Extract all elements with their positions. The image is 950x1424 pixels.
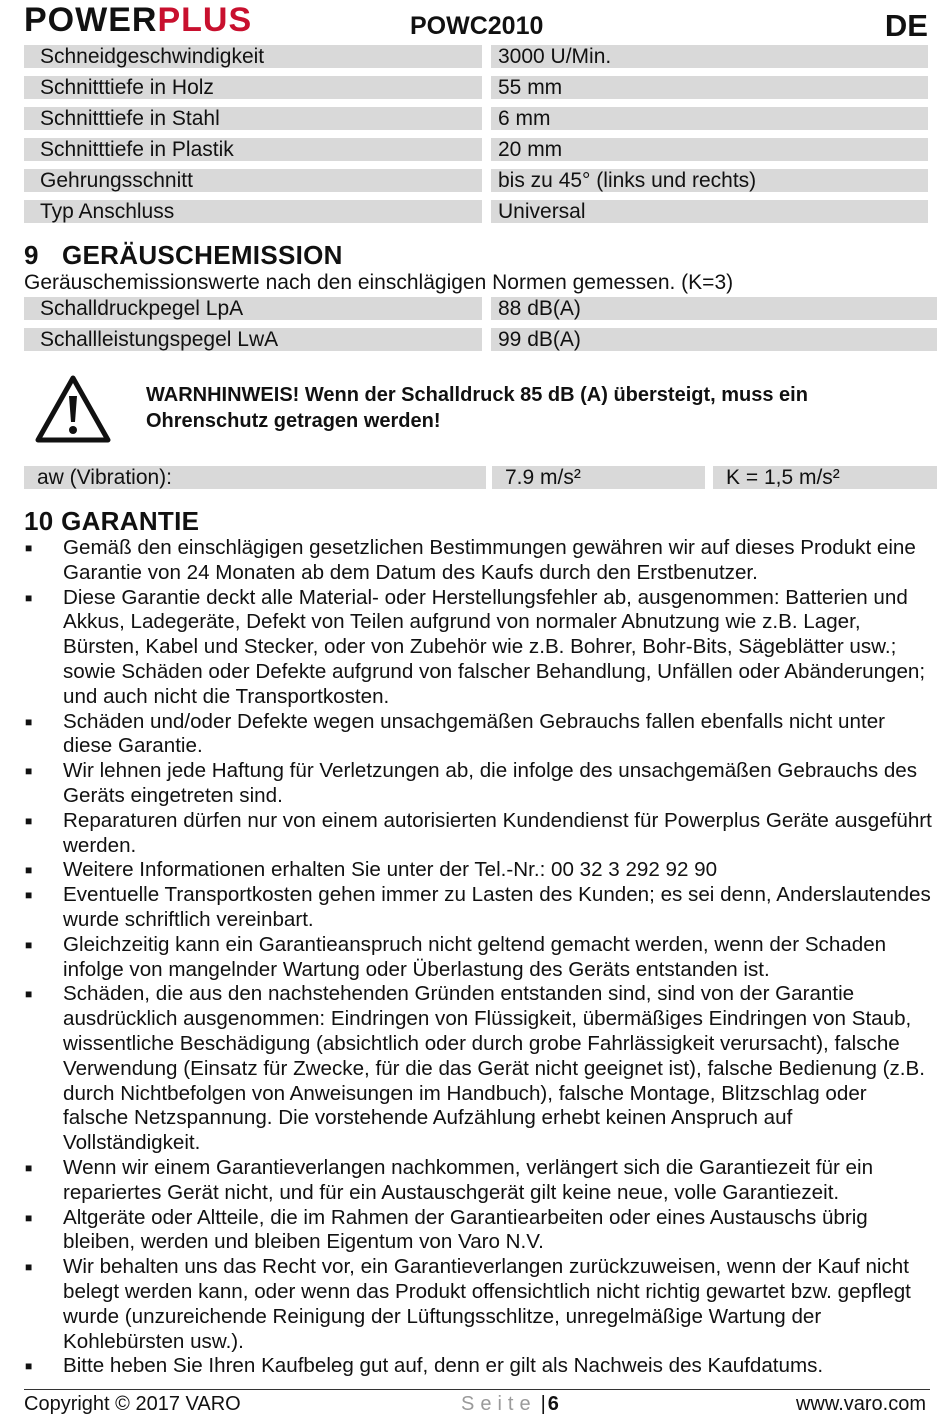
list-item <box>24 858 934 883</box>
spec-row <box>24 76 928 99</box>
noise-row <box>24 328 928 351</box>
noise-row <box>24 297 928 320</box>
spec-value: 3000 U/Min. <box>491 45 928 68</box>
bullet-icon: ■ <box>25 590 33 605</box>
bullet-icon: ■ <box>25 813 33 828</box>
list-item-text: Gemäß den einschlägigen gesetzlichen Bestimmungen gewähren wir auf dieses Produkt eine Garantie von 24 Monaten ab dem Datum des Kaufs durch den Erstbenutzer. <box>63 536 916 584</box>
warning-triangle-icon <box>34 374 112 444</box>
page-separator: | <box>540 1393 546 1415</box>
logo-part-plus: PLUS <box>157 1 253 39</box>
list-item <box>24 536 934 586</box>
page-indicator <box>461 1393 559 1416</box>
bullet-icon: ■ <box>25 1210 33 1225</box>
list-item <box>24 1206 934 1256</box>
vibration-label: aw (Vibration): <box>24 466 486 489</box>
brand-logo <box>24 2 252 38</box>
spec-label: Schneidgeschwindigkeit <box>24 45 482 68</box>
list-item-text: Weitere Informationen erhalten Sie unter der Tel.-Nr.: 00 32 3 292 92 90 <box>63 858 718 882</box>
spec-value: 6 mm <box>491 107 928 130</box>
spec-value: 55 mm <box>491 76 928 99</box>
list-item-text: Wenn wir einem Garantieverlangen nachkommen, verlängert sich die Garantiezeit für ein repariertes Gerät nicht, und für ein Austauschgerät gilt keine neue, volle Garantiezeit. <box>63 1155 874 1204</box>
vibration-row <box>24 466 937 489</box>
vibration-value: 7.9 m/s² <box>492 466 705 489</box>
page-label: Seite <box>461 1393 537 1415</box>
spec-label: Schnitttiefe in Holz <box>24 76 482 99</box>
list-item <box>24 759 934 809</box>
warning-line: WARNHINWEIS! Wenn der Schalldruck 85 dB (A) übersteigt, muss ein <box>146 384 808 406</box>
spec-value: Universal <box>491 200 928 223</box>
noise-label: Schallleistungspegel LwA <box>24 328 482 351</box>
bullet-icon: ■ <box>25 1160 33 1175</box>
logo-part-power: POWER <box>24 1 158 39</box>
bullet-icon: ■ <box>25 888 33 903</box>
spec-label: Typ Anschluss <box>24 200 482 223</box>
page-number: 6 <box>547 1393 559 1415</box>
list-item <box>24 982 934 1156</box>
website-url: www.varo.com <box>795 1393 926 1415</box>
list-item <box>24 933 934 983</box>
copyright: Copyright © 2017 VARO <box>24 1393 241 1415</box>
section-heading-noise <box>24 240 343 271</box>
list-item-text: Wir behalten uns das Recht vor, ein Garantieverlangen zurückzuweisen, wenn der Kauf nicht belegt werden kann, oder wenn das Produkt offensichtlich nicht richtig gewartet bzw. gepflegt wurde (unzureichende Reinigung der Lüftungsschlitze, unregelmäßige Wartung der Kohlebürsten usw.). <box>63 1255 911 1353</box>
section-heading-warranty <box>24 506 199 537</box>
list-item <box>24 1156 934 1206</box>
spec-row <box>24 169 928 192</box>
spec-value: bis zu 45° (links und rechts) <box>491 169 928 192</box>
vibration-k: K = 1,5 m/s² <box>713 466 937 489</box>
list-item <box>24 1255 934 1354</box>
list-item <box>24 586 934 710</box>
noise-value: 88 dB(A) <box>491 297 937 320</box>
bullet-icon: ■ <box>25 541 33 555</box>
section-title: GARANTIE <box>61 506 200 536</box>
model-number: POWC2010 <box>410 12 544 40</box>
spec-row <box>24 45 928 68</box>
list-item-text: Reparaturen dürfen nur von einem autorisierten Kundendienst für Powerplus Geräte ausgeführt werden. <box>63 808 932 857</box>
bullet-icon: ■ <box>25 987 33 1002</box>
warning-text <box>146 382 906 434</box>
section-title: GERÄUSCHEMISSION <box>62 240 343 270</box>
list-item-text: Gleichzeitig kann ein Garantieanspruch nicht geltend gemacht werden, wenn der Schaden infolge von mangelnder Wartung oder Überlastung des Geräts entstanden ist. <box>63 932 887 981</box>
bullet-icon: ■ <box>25 1359 33 1374</box>
spec-label: Gehrungsschnitt <box>24 169 482 192</box>
warning-line: Ohrenschutz getragen werden! <box>146 410 441 432</box>
page-header <box>24 0 928 42</box>
spec-value: 20 mm <box>491 138 928 161</box>
list-item-text: Schäden, die aus den nachstehenden Gründen entstanden sind, sind von der Garantie ausdrücklich ausgenommen: Eindringen von Flüssigkeit, übermäßiges Eindringen von Staub, wissentliche Beschädigung (absichtlich oder durch grobe Fahrlässigkeit verursacht), falsche Verwendung (Einsatz für Zwecke, für die das Gerät nicht geeignet ist), falsche Bedienung (z.B. durch Nichtbefolgen von Anweisungen im Handbuch), falsche Montage, Blitzschlag oder falsche Netzspannung. Die vorstehende Aufzählung erhebt keinen Anspruch auf Vollständigkeit. <box>63 982 925 1155</box>
warranty-list <box>24 536 934 1379</box>
bullet-icon: ■ <box>25 714 33 729</box>
bullet-icon: ■ <box>25 1260 33 1275</box>
list-item-text: Diese Garantie deckt alle Material- oder Herstellungsfehler ab, ausgenommen: Batterien und Akkus, Ladegeräte, Defekt von Teilen aufgrund von normaler Abnutzung wie z.B. Lager, Bürsten, Kabel und Stecker, oder von Zubehör wie z.B. Bohrer, Bohr-Bits, Sägeblätter usw.; sowie Schäden oder Defekte aufgrund von falscher Behandlung, Unfällen oder Abänderungen; und auch nicht die Transportkosten. <box>63 585 926 708</box>
list-item-text: Wir lehnen jede Haftung für Verletzungen ab, die infolge des unsachgemäßen Gebrauchs des Geräts eingetreten sind. <box>63 759 918 807</box>
spec-label: Schnitttiefe in Stahl <box>24 107 482 130</box>
section-number: 9 <box>24 240 39 270</box>
spec-row <box>24 107 928 130</box>
list-item-text: Eventuelle Transportkosten gehen immer zu Lasten des Kunden; es sei denn, Anderslautendes wurde schriftlich vereinbart. <box>63 883 931 931</box>
list-item <box>24 883 934 933</box>
list-item <box>24 809 934 859</box>
list-item-text: Altgeräte oder Altteile, die im Rahmen der Garantiearbeiten oder eines Austauschs übrig bleiben, werden und bleiben Eigentum von Varo N.V. <box>63 1205 868 1254</box>
section-number: 10 <box>24 506 54 536</box>
language-code: DE <box>884 8 928 43</box>
noise-value: 99 dB(A) <box>491 328 937 351</box>
list-item-text: Bitte heben Sie Ihren Kaufbeleg gut auf, denn er gilt als Nachweis des Kaufdatums. <box>63 1354 824 1378</box>
footer-divider <box>24 1389 930 1390</box>
noise-intro: Geräuschemissionswerte nach den einschlägigen Normen gemessen. (K=3) <box>24 271 734 294</box>
bullet-icon: ■ <box>25 863 33 878</box>
page-footer <box>24 1393 928 1419</box>
list-item-text: Schäden und/oder Defekte wegen unsachgemäßen Gebrauchs fallen ebenfalls nicht unter diese Garantie. <box>63 709 886 758</box>
spec-row <box>24 138 928 161</box>
spec-label: Schnitttiefe in Plastik <box>24 138 482 161</box>
bullet-icon: ■ <box>25 937 33 952</box>
noise-label: Schalldruckpegel LpA <box>24 297 482 320</box>
bullet-icon: ■ <box>25 764 33 779</box>
list-item <box>24 710 934 760</box>
spec-row <box>24 200 928 223</box>
list-item <box>24 1354 934 1379</box>
